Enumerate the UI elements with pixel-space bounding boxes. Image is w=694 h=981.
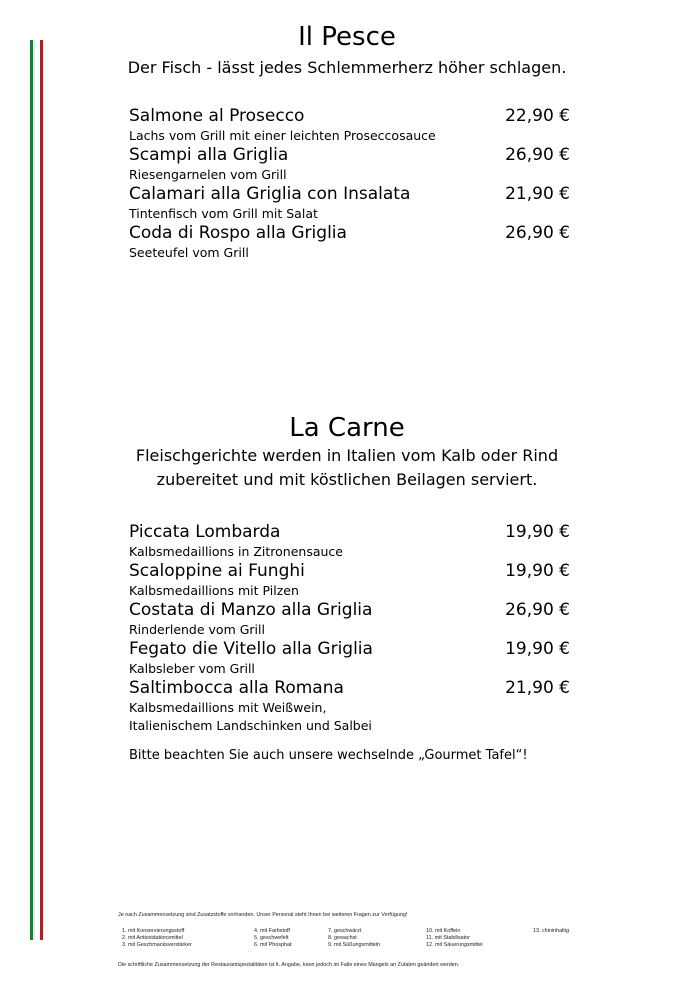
menu-item-description: Riesengarnelen vom Grill xyxy=(129,167,287,182)
menu-item xyxy=(129,639,570,678)
menu-item-name: Costata di Manzo alla Griglia xyxy=(129,600,373,620)
legend-entry: 6. mit Phosphat xyxy=(254,942,292,948)
menu-item-name: Scaloppine ai Funghi xyxy=(129,561,305,581)
menu-item-description: Kalbsmedaillions in Zitronensauce xyxy=(129,544,343,559)
menu-item-description: Lachs vom Grill mit einer leichten Proseccosauce xyxy=(129,128,436,143)
meat-subtitle-line-2: zubereitet und mit köstlichen Beilagen serviert. xyxy=(156,470,538,489)
menu-item xyxy=(129,600,570,639)
menu-item-name: Piccata Lombarda xyxy=(129,522,281,542)
menu-item-description: Seeteufel vom Grill xyxy=(129,245,249,260)
legend-entry: 4. mit Farbstoff xyxy=(254,928,290,934)
menu-item xyxy=(129,678,570,735)
menu-item xyxy=(129,522,570,561)
menu-item-name: Salmone al Prosecco xyxy=(129,106,305,126)
menu-item xyxy=(129,223,570,262)
menu-item-price: 22,90 € xyxy=(505,106,570,126)
fish-title: Il Pesce xyxy=(298,22,396,52)
legend-entry: 10. mit Koffein xyxy=(426,928,461,934)
legend-entry: 11. mit Stabilisator xyxy=(426,935,470,941)
legend-column xyxy=(254,928,291,949)
menu-item-description: Tintenfisch vom Grill mit Salat xyxy=(129,206,318,221)
legend-entry: 3. mit Geschmacksverstärker xyxy=(122,942,192,948)
legal-notice-bottom: Die schriftliche Zusammensetzung der Restaurantspezialitäten ist lt. Angabe, kann jedoch im Falle eines Mangels an Zutaten geändert werden. xyxy=(118,962,460,968)
fish-subtitle: Der Fisch - lässt jedes Schlemmerherz höher schlagen. xyxy=(127,58,567,77)
menu-item-name: Scampi alla Griglia xyxy=(129,145,289,165)
meat-subtitle-line-1: Fleischgerichte werden in Italien vom Kalb oder Rind xyxy=(135,446,559,465)
menu-item-price: 26,90 € xyxy=(505,223,570,243)
legend-entry: 7. geschwärzt xyxy=(328,928,362,934)
legal-notice-top: Je nach Zusammensetzung sind Zusatzstoffe vorhanden. Unser Personal steht Ihnen bei weiteren Fragen zur Verfügung! xyxy=(118,912,408,918)
menu-item-price: 21,90 € xyxy=(505,184,570,204)
menu-item-description: Kalbsmedaillions mit Weißwein, xyxy=(129,700,327,715)
menu-item-price: 19,90 € xyxy=(505,561,570,581)
legend-column xyxy=(533,928,569,935)
menu-item-description: Italienischem Landschinken und Salbei xyxy=(129,718,372,733)
menu-item-name: Saltimbocca alla Romana xyxy=(129,678,344,698)
menu-item-description: Kalbsmedaillions mit Pilzen xyxy=(129,583,299,598)
legend-entry: 13. chininhaltig xyxy=(533,928,569,934)
menu-item-description: Kalbsleber vom Grill xyxy=(129,661,255,676)
legend-column xyxy=(328,928,380,949)
menu-item-price: 26,90 € xyxy=(505,145,570,165)
legend-column xyxy=(122,928,192,949)
menu-item-price: 19,90 € xyxy=(505,639,570,659)
menu-item xyxy=(129,561,570,600)
menu-item xyxy=(129,106,570,145)
legend-entry: 12. mit Säuerungsmittel xyxy=(426,942,483,948)
legend-entry: 1. mit Konservierungsstoff xyxy=(122,928,185,934)
menu-item-name: Calamari alla Griglia con Insalata xyxy=(129,184,411,204)
meat-title: La Carne xyxy=(289,413,405,443)
legend-entry: 9. mit Süßungsmitteln xyxy=(328,942,381,948)
legend-column xyxy=(426,928,483,949)
gourmet-tafel-note: Bitte beachten Sie auch unsere wechselnde „Gourmet Tafel“! xyxy=(129,748,528,763)
menu-item-description: Rinderlende vom Grill xyxy=(129,622,265,637)
menu-item xyxy=(129,145,570,184)
legend-entry: 8. gewachst xyxy=(328,935,357,941)
legend-entry: 5. geschwefelt xyxy=(254,935,289,941)
menu-item-price: 19,90 € xyxy=(505,522,570,542)
menu-item-name: Fegato die Vitello alla Griglia xyxy=(129,639,373,659)
menu-item-price: 26,90 € xyxy=(505,600,570,620)
menu-item-price: 21,90 € xyxy=(505,678,570,698)
menu-item-name: Coda di Rospo alla Griglia xyxy=(129,223,347,243)
legend-entry: 2. mit Antioxidationsmittel xyxy=(122,935,183,941)
menu-item xyxy=(129,184,570,223)
